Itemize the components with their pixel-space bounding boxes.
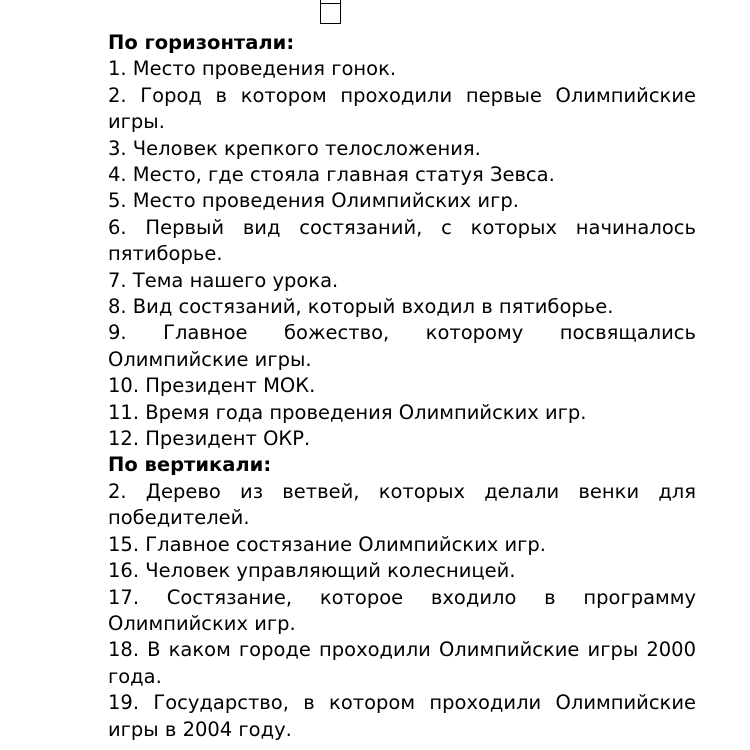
down-clue-19: 19. Государство, в котором проходили Олимпийские игры в 2004 году.: [108, 691, 696, 741]
down-clue-18: 18. В каком городе проходили Олимпийские игры 2000 года.: [108, 638, 696, 688]
crossword-clues: [108, 30, 696, 743]
across-clue-8: 8. Вид состязаний, который входил в пятиборье.: [108, 295, 614, 319]
across-clue-12: 12. Президент ОКР.: [108, 427, 311, 451]
across-clue-3: 3. Человек крепкого телосложения.: [108, 136, 481, 160]
across-clue-2: 2. Город в котором проходили первые Олимпийские игры.: [108, 83, 696, 134]
across-clue-6: 6. Первый вид состязаний, с которых начиналось пятиборье.: [108, 215, 696, 266]
down-clue-16: 16. Человек управляющий колесницей.: [108, 559, 516, 583]
down-clue-15: 15. Главное состязание Олимпийских игр.: [108, 532, 546, 556]
down-clue-17: 17. Состязание, которое входило в программу Олимпийских игр.: [108, 585, 696, 635]
down-heading: По вертикали:: [108, 453, 272, 477]
across-heading: По горизонтали:: [108, 31, 295, 54]
down-clue-2: 2. Дерево из ветвей, которых делали венки для победителей.: [108, 479, 696, 530]
across-clue-7: 7. Тема нашего урока.: [108, 268, 339, 292]
crossword-cell: [320, 0, 341, 24]
across-clue-1: 1. Место проведения гонок.: [108, 57, 397, 81]
across-clue-10: 10. Президент МОК.: [108, 374, 316, 398]
across-clue-4: 4. Место, где стояла главная статуя Зевса.: [108, 163, 555, 187]
across-clue-9: 9. Главное божество, которому посвящались Олимпийские игры.: [108, 321, 696, 371]
across-clue-11: 11. Время года проведения Олимпийских игр.: [108, 400, 587, 424]
across-clue-5: 5. Место проведения Олимпийских игр.: [108, 189, 519, 213]
